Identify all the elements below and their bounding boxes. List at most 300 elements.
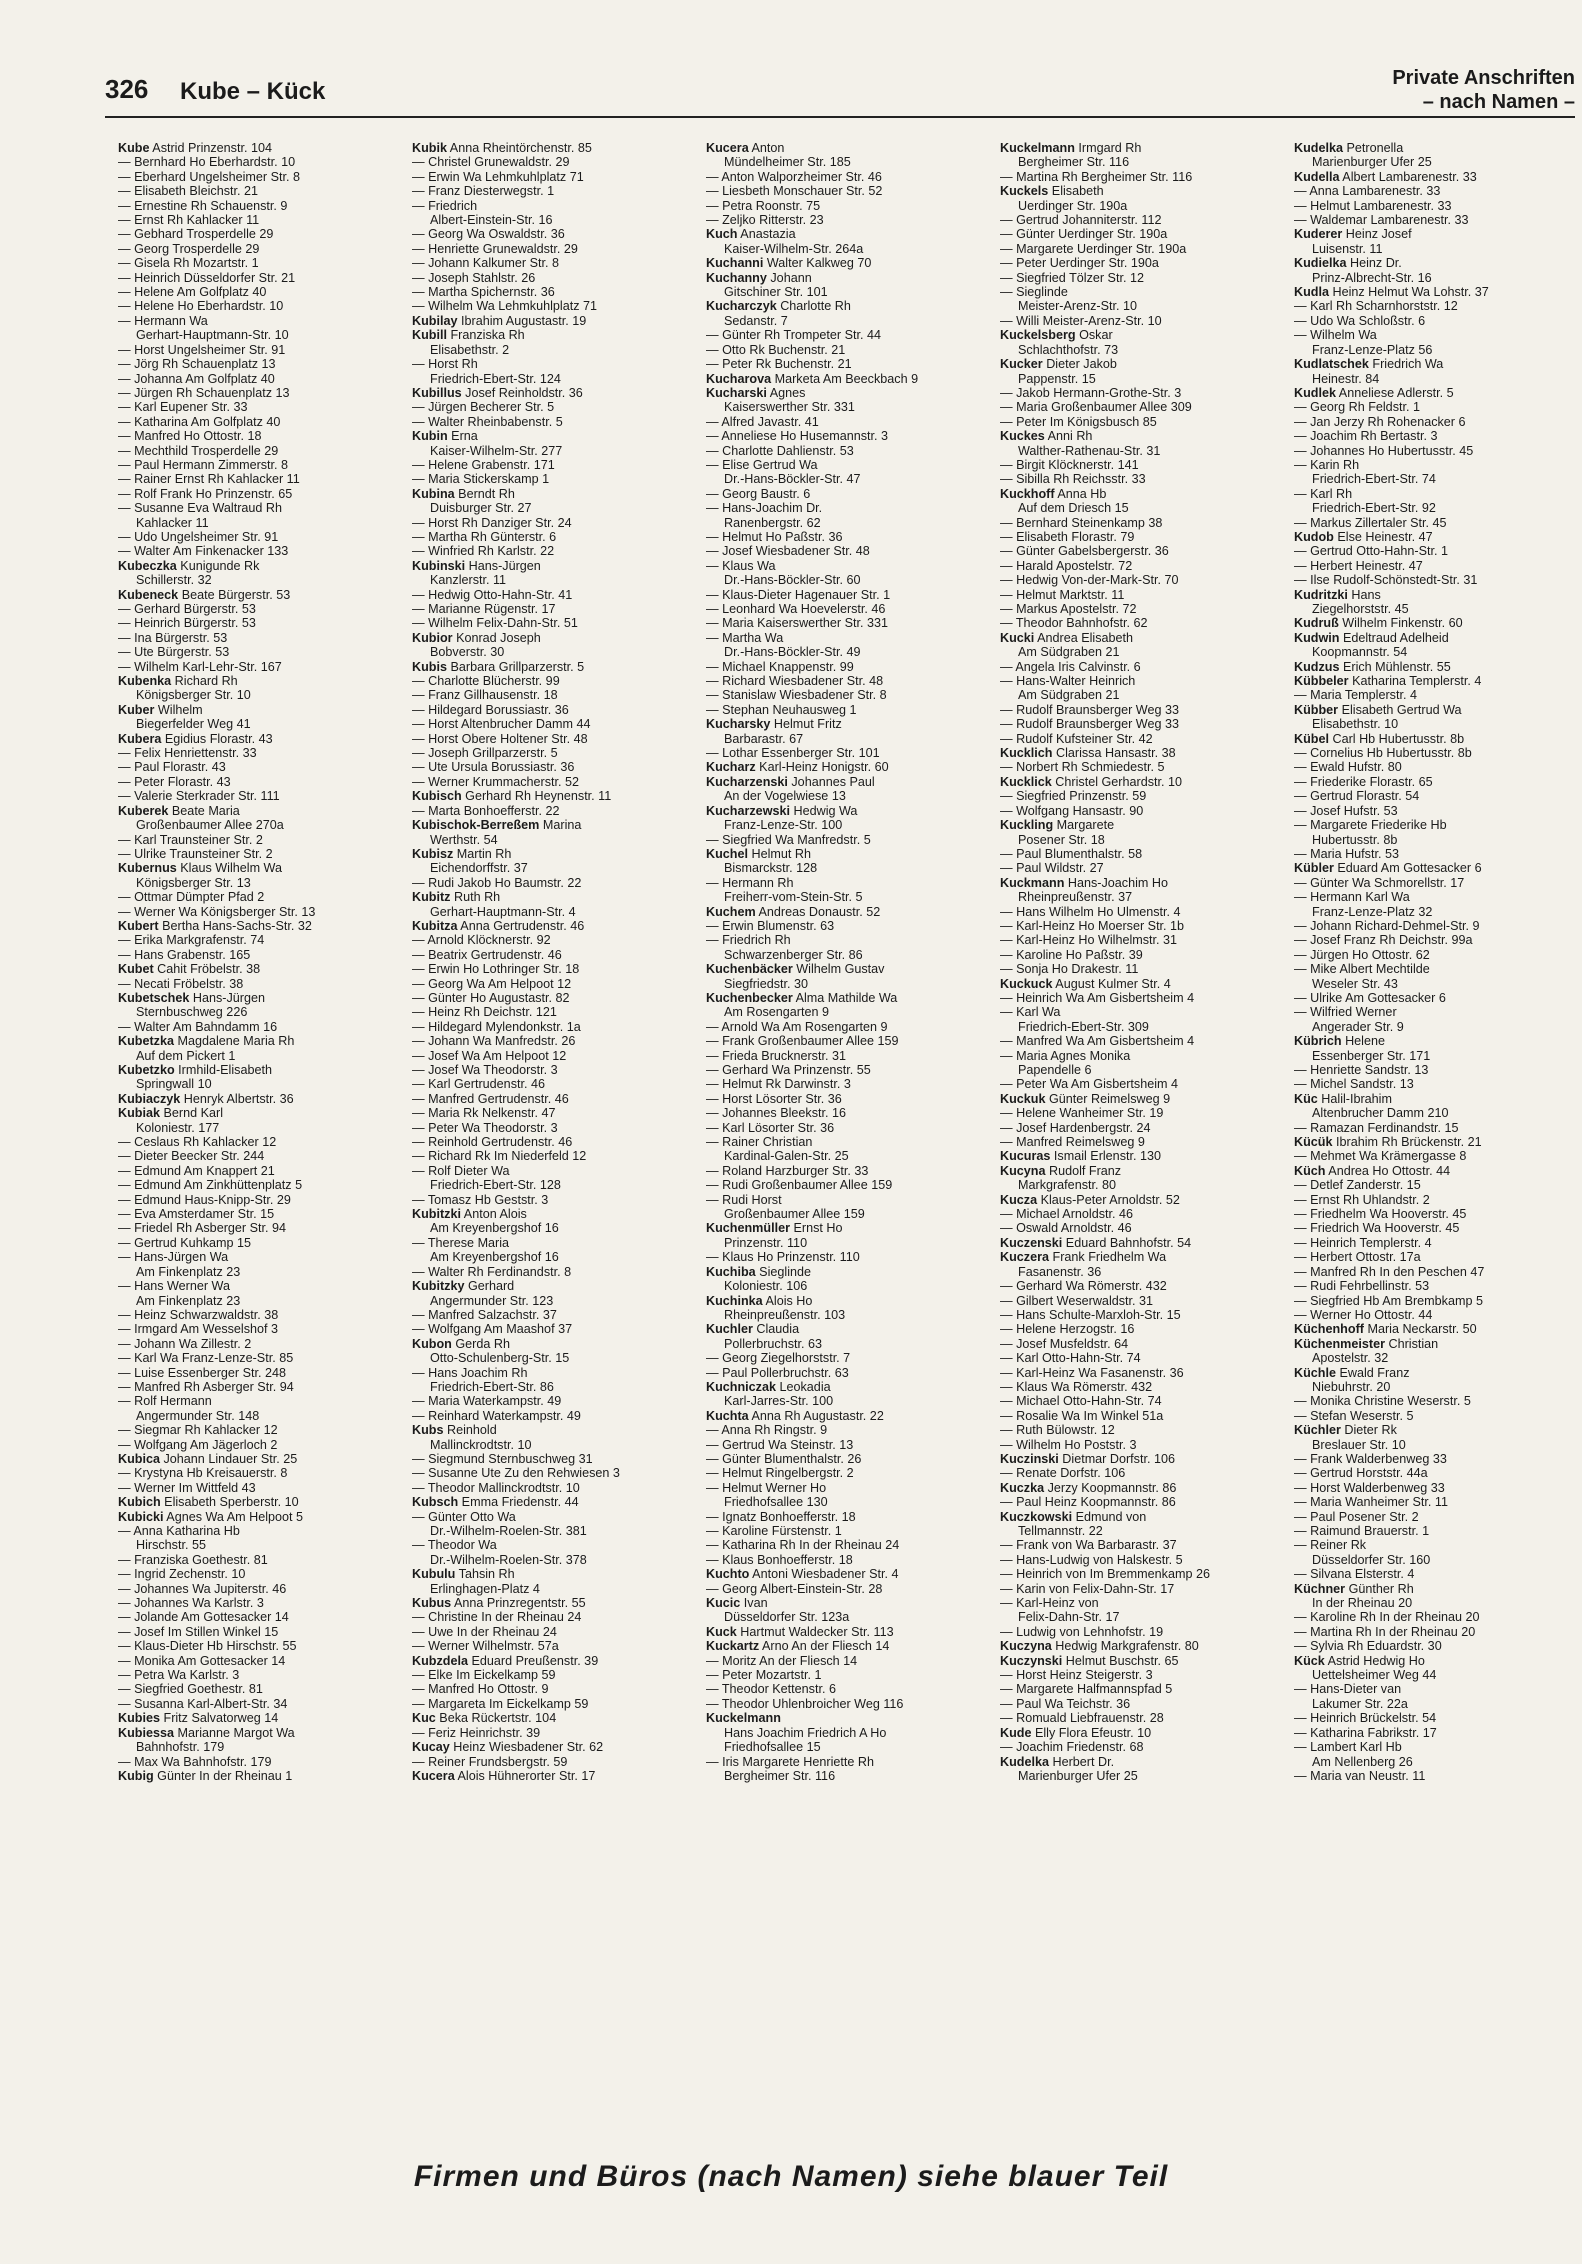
entry: — Waldemar Lambarenestr. 33 (1294, 213, 1469, 228)
surname: Kucyna (1000, 1163, 1046, 1178)
surname-entry: Kucza Klaus-Peter Arnoldstr. 52 (1000, 1192, 1180, 1207)
entry-continuation: Großenbaumer Allee 270a (136, 818, 284, 833)
surname-entry: Kuchenbäcker Wilhelm Gustav (706, 962, 885, 977)
surname-entry: Kubillus Josef Reinholdstr. 36 (412, 385, 583, 400)
surname-entry: Kubsch Emma Friedenstr. 44 (412, 1495, 579, 1510)
entry: — Jörg Rh Schauenplatz 13 (118, 357, 276, 372)
entry-continuation: Essenberger Str. 171 (1312, 1048, 1431, 1063)
entry-continuation: Düsseldorfer Str. 160 (1312, 1552, 1431, 1567)
entry: — Hans Joachim Rh (412, 1365, 528, 1380)
section-label-line2: – nach Namen – (1422, 91, 1575, 113)
entry: — Markus Apostelstr. 72 (1000, 602, 1137, 616)
entry: — Günter Wa Schmorellstr. 17 (1294, 875, 1465, 890)
entry: — Karl-Heinz von (1000, 1596, 1099, 1611)
entry: — Uwe In der Rheinau 24 (412, 1624, 557, 1639)
surname: Kubetschek (118, 990, 190, 1005)
surname-entry: Kudlatschek Friedrich Wa (1294, 357, 1444, 372)
entry: — Ulrike Am Gottesacker 6 (1294, 990, 1446, 1005)
entry: — Hedwig Von-der-Mark-Str. 70 (1000, 573, 1179, 588)
entry-continuation: Am Kreyenbergshof 16 (430, 1221, 559, 1236)
section-label-line1: Private Anschriften (1392, 67, 1575, 89)
entry-continuation: Siegfriedstr. 30 (724, 976, 809, 991)
entry: — Luise Essenberger Str. 248 (118, 1365, 287, 1380)
entry: — Horst Ungelsheimer Str. 91 (118, 342, 286, 357)
entry: — Joachim Friedenstr. 68 (1000, 1740, 1144, 1755)
surname-entry: Kucklich Clarissa Hansastr. 38 (1000, 746, 1176, 761)
surname-entry: Kubitz Ruth Rh (412, 890, 501, 905)
entry: — Eva Amsterdamer Str. 15 (118, 1207, 275, 1222)
surname-entry: Kubet Cahit Fröbelstr. 38 (118, 962, 261, 977)
entry: — Arnold Wa Am Rosengarten 9 (706, 1019, 888, 1034)
surname: Kubik (412, 141, 447, 155)
entry: — Hans Wilhelm Ho Ulmenstr. 4 (1000, 904, 1181, 919)
surname: Kubiaczyk (118, 1091, 181, 1106)
entry: — Necati Fröbelstr. 38 (118, 976, 244, 991)
entry: — Martha Wa (706, 630, 784, 645)
entry-continuation: Dr.-Wilhelm-Roelen-Str. 378 (430, 1552, 587, 1567)
surname-entry: Kuch Anastazia (706, 227, 796, 242)
surname-entry: Kucharsky Helmut Fritz (706, 717, 842, 732)
surname: Kubig (118, 1768, 154, 1783)
entry: — Martha Spichernstr. 36 (412, 285, 555, 300)
surname: Kübler (1294, 861, 1334, 876)
entry-continuation: Kardinal-Galen-Str. 25 (724, 1149, 849, 1164)
entry-continuation: Bobverstr. 30 (430, 645, 505, 660)
entry-continuation: Gerhart-Hauptmann-Str. 4 (430, 904, 576, 919)
entry-continuation: Meister-Arenz-Str. 10 (1018, 299, 1137, 314)
entry-continuation: Hans Joachim Friedrich A Ho (724, 1725, 887, 1740)
entry: — Georg Albert-Einstein-Str. 28 (706, 1581, 883, 1596)
entry: — Ludwig von Lehnhofstr. 19 (1000, 1624, 1164, 1639)
entry: — Helene Herzogstr. 16 (1000, 1322, 1135, 1337)
entry: — Wilhelm Karl-Lehr-Str. 167 (118, 659, 282, 674)
entry: — Peter Mozartstr. 1 (706, 1668, 822, 1683)
surname: Kuckels (1000, 184, 1049, 199)
surname: Kucklich (1000, 746, 1053, 761)
surname: Kudla (1294, 285, 1329, 300)
surname-entry: Küchenmeister Christian (1294, 1336, 1439, 1351)
entry: — Ottmar Dümpter Pfad 2 (118, 890, 265, 905)
entry: — Gisela Rh Mozartstr. 1 (118, 256, 259, 271)
entry: — Peter Wa Theodorstr. 3 (412, 1120, 558, 1135)
entry: — Gertrud Horststr. 44a (1294, 1466, 1428, 1481)
entry: — Klaus-Dieter Hagenauer Str. 1 (706, 587, 891, 602)
entry: — Petra Wa Karlstr. 3 (118, 1668, 240, 1683)
surname-entry: Kucyna Rudolf Franz (1000, 1163, 1122, 1178)
entry: — Heinrich Wa Am Gisbertsheim 4 (1000, 990, 1195, 1005)
entry: — Johannes Wa Karlstr. 3 (118, 1596, 264, 1611)
entry: — Therese Maria (412, 1235, 510, 1250)
surname: Kucker (1000, 357, 1043, 372)
entry-continuation: Dr.-Hans-Böckler-Str. 60 (724, 573, 861, 588)
entry: — Rosalie Wa Im Winkel 51a (1000, 1408, 1164, 1423)
entry: — Mike Albert Mechtilde (1294, 962, 1430, 977)
surname: Kuckelsberg (1000, 328, 1076, 343)
entry: — Jan Jerzy Rh Rohenacker 6 (1294, 414, 1466, 429)
entry: — Richard Rk Im Niederfeld 12 (412, 1149, 587, 1164)
entry-continuation: Sedanstr. 7 (724, 313, 788, 328)
entry: — Helmut Rk Darwinstr. 3 (706, 1077, 851, 1092)
entry: — Johannes Wa Jupiterstr. 46 (118, 1581, 287, 1596)
surname: Kubin (412, 429, 448, 444)
entry-continuation: Friedrich-Ebert-Str. 86 (430, 1379, 554, 1394)
entry: — Bernhard Steinenkamp 38 (1000, 515, 1163, 530)
entry-continuation: Duisburger Str. 27 (430, 501, 532, 516)
entry-continuation: Bergheimer Str. 116 (1018, 155, 1130, 170)
entry-continuation: Koopmannstr. 54 (1312, 645, 1408, 660)
surname-entry: Kubich Elisabeth Sperberstr. 10 (118, 1495, 299, 1510)
directory-columns (118, 141, 1570, 2126)
entry: — Sonja Ho Drakestr. 11 (1000, 962, 1139, 977)
surname: Kuczera (1000, 1250, 1049, 1265)
entry: — Martina Rh Bergheimer Str. 116 (1000, 169, 1193, 184)
surname: Kubera (118, 731, 162, 746)
entry: — Johann Wa Zillestr. 2 (118, 1336, 252, 1351)
entry: — Peter Im Königsbusch 85 (1000, 414, 1157, 429)
surname: Kubeczka (118, 558, 177, 573)
entry: — Ramazan Ferdinandstr. 15 (1294, 1120, 1459, 1135)
surname: Kubiak (118, 1106, 160, 1121)
column-2 (412, 141, 692, 2126)
entry: — Karl-Heinz Ho Wilhelmstr. 31 (1000, 933, 1178, 948)
surname-entry: Küc Halil-Ibrahim (1294, 1091, 1392, 1106)
entry-continuation: Am Kreyenbergshof 16 (430, 1250, 559, 1265)
surname-entry: Kubilay Ibrahim Augustastr. 19 (412, 313, 587, 328)
entry: — Wolfgang Am Maashof 37 (412, 1322, 573, 1337)
entry: — Charlotte Blücherstr. 99 (412, 674, 560, 689)
entry: — Josef Wa Theodorstr. 3 (412, 1063, 558, 1077)
surname: Kuczynski (1000, 1653, 1063, 1668)
entry-continuation: Kaiser-Wilhelm-Str. 277 (430, 443, 563, 458)
surname-entry: Kubill Franziska Rh (412, 328, 525, 343)
surname: Kudelka (1294, 141, 1343, 155)
entry: — Wilhelm Wa Lehmkuhlplatz 71 (412, 299, 598, 314)
surname: Kucharz (706, 760, 756, 775)
surname-entry: Kuckelmann Irmgard Rh (1000, 141, 1142, 155)
entry: — Rudi Großenbaumer Allee 159 (706, 1178, 893, 1193)
entry: — Willi Meister-Arenz-Str. 10 (1000, 313, 1162, 328)
surname-entry: Kübber Elisabeth Gertrud Wa (1294, 702, 1462, 717)
surname-entry: Kuchel Helmut Rh (706, 846, 811, 861)
surname-entry: Kübrich Helene (1294, 1034, 1385, 1049)
entry-continuation: Am Finkenplatz 23 (136, 1264, 241, 1279)
surname: Küchenmeister (1294, 1336, 1385, 1351)
entry: — Peter Rk Buchenstr. 21 (706, 357, 852, 372)
surname-entry: Kuczynski Helmut Buschstr. 65 (1000, 1653, 1179, 1668)
surname: Kubet (118, 962, 154, 977)
surname-entry: Kuckuk Günter Reimelsweg 9 (1000, 1091, 1171, 1106)
entry: — Rudolf Kufsteiner Str. 42 (1000, 731, 1153, 746)
entry: — Josef Franz Rh Deichstr. 99a (1294, 933, 1473, 948)
entry-continuation: Franz-Lenze-Str. 100 (724, 818, 843, 833)
surname-entry: Kubeczka Kunigunde Rk (118, 558, 260, 573)
entry: — Hans-Joachim Dr. (706, 501, 823, 516)
entry: — Hermann Karl Wa (1294, 890, 1410, 905)
entry: — Raimund Brauerstr. 1 (1294, 1524, 1430, 1538)
surname-entry: Kubitzky Gerhard (412, 1279, 515, 1294)
entry: — Reiner Rk (1294, 1538, 1367, 1553)
surname: Küchenhoff (1294, 1322, 1364, 1337)
entry: — Hans-Ludwig von Halskestr. 5 (1000, 1552, 1183, 1567)
entry: — Johann Kalkumer Str. 8 (412, 256, 559, 271)
entry-continuation: Sternbuschweg 226 (136, 1005, 248, 1020)
entry: — Josef Musfeldstr. 64 (1000, 1336, 1129, 1351)
surname: Kuczkowski (1000, 1509, 1073, 1524)
entry: — Herbert Heinestr. 47 (1294, 558, 1423, 573)
surname: Kubitza (412, 918, 458, 933)
entry: — Siegmund Sternbuschweg 31 (412, 1451, 593, 1466)
entry: — Josef Im Stillen Winkel 15 (118, 1624, 279, 1639)
surname: Kubenka (118, 674, 172, 689)
entry: — Walter Am Finkenacker 133 (118, 544, 289, 559)
entry: — Horst Rh Danziger Str. 24 (412, 515, 572, 530)
entry-continuation: Karl-Jarres-Str. 100 (724, 1394, 834, 1409)
surname-entry: Kubicki Agnes Wa Am Helpoot 5 (118, 1509, 304, 1524)
entry: — Peter Wa Am Gisbertsheim 4 (1000, 1077, 1178, 1092)
surname-entry: Kudelka Herbert Dr. (1000, 1754, 1115, 1769)
surname-entry: Kuczera Frank Friedhelm Wa (1000, 1250, 1167, 1265)
surname-entry: Kuck Hartmut Waldecker Str. 113 (706, 1624, 894, 1639)
entry: — Manfred Ho Ottostr. 9 (412, 1682, 549, 1697)
entry: — Elise Gertrud Wa (706, 457, 818, 472)
surname-entry: Kübler Eduard Am Gottesacker 6 (1294, 861, 1482, 876)
entry: — Georg Wa Oswaldstr. 36 (412, 227, 565, 242)
entry-continuation: Koloniestr. 177 (136, 1120, 220, 1135)
entry-continuation: Niebuhrstr. 20 (1312, 1379, 1391, 1394)
entry-continuation: Dr.-Wilhelm-Roelen-Str. 381 (430, 1524, 587, 1538)
entry: — Manfred Wa Am Gisbertsheim 4 (1000, 1034, 1195, 1049)
entry: — Siegmar Rh Kahlacker 12 (118, 1423, 278, 1438)
entry: — Theodor Kettenstr. 6 (706, 1682, 836, 1697)
surname-entry: Kucklick Christel Gerhardstr. 10 (1000, 774, 1182, 789)
surname: Kubulu (412, 1567, 456, 1582)
surname-entry: Kubiessa Marianne Margot Wa (118, 1725, 295, 1740)
surname: Kuckling (1000, 818, 1054, 833)
surname: Kuck (706, 1624, 737, 1639)
entry: — Zeljko Ritterstr. 23 (706, 213, 824, 228)
entry: — Rudolf Braunsberger Weg 33 (1000, 702, 1179, 717)
entry-continuation: Am Nellenberg 26 (1312, 1754, 1413, 1769)
entry: — Erwin Ho Lothringer Str. 18 (412, 962, 580, 977)
entry-continuation: Schwarzenberger Str. 86 (724, 947, 863, 962)
entry: — Helmut Lambarenestr. 33 (1294, 198, 1452, 213)
surname: Kuchniczak (706, 1379, 776, 1394)
surname-entry: Kudwin Edeltraud Adelheid (1294, 630, 1449, 645)
entry: — Siegfried Goethestr. 81 (118, 1682, 263, 1697)
surname: Kubior (412, 630, 453, 645)
surname-entry: Küchner Günther Rh (1294, 1581, 1414, 1596)
entry: — Frank Walderbenweg 33 (1294, 1451, 1447, 1466)
entry: — Klaus-Dieter Hb Hirschstr. 55 (118, 1639, 297, 1654)
entry: — Susanne Ute Zu den Rehwiesen 3 (412, 1466, 620, 1481)
entry: — Wolfgang Hansastr. 90 (1000, 803, 1144, 818)
surname: Kubus (412, 1596, 452, 1611)
surname-entry: Kuchenbecker Alma Mathilde Wa (706, 990, 898, 1005)
entry-continuation: Bahnhofstr. 179 (136, 1740, 225, 1755)
entry-continuation: Am Südgraben 21 (1018, 645, 1120, 660)
entry: — Stanislaw Wiesbadener Str. 8 (706, 688, 887, 703)
surname: Kuckartz (706, 1639, 760, 1654)
entry-continuation: Am Rosengarten 9 (724, 1005, 830, 1020)
entry: — Karoline Ho Paßstr. 39 (1000, 947, 1143, 962)
surname-entry: Kübel Carl Hb Hubertusstr. 8b (1294, 731, 1465, 746)
surname-entry: Kuchinka Alois Ho (706, 1293, 813, 1308)
entry: — Rudolf Braunsberger Weg 33 (1000, 717, 1179, 732)
surname-entry: Kuczinski Dietmar Dorfstr. 106 (1000, 1451, 1175, 1466)
surname-entry: Küch Andrea Ho Ottostr. 44 (1294, 1163, 1451, 1178)
entry: — Siegfried Hb Am Brembkamp 5 (1294, 1293, 1483, 1308)
surname-entry: Kuckartz Arno An der Fliesch 14 (706, 1639, 890, 1654)
surname: Küchner (1294, 1581, 1346, 1596)
entry-continuation: Marienburger Ufer 25 (1018, 1768, 1138, 1783)
entry: — Krystyna Hb Kreisauerstr. 8 (118, 1466, 288, 1481)
entry: — Hildegard Mylendonkstr. 1a (412, 1019, 581, 1034)
surname: Kucera (706, 141, 749, 155)
entry: — Heinrich Bürgerstr. 53 (118, 616, 256, 631)
entry-continuation: Papendelle 6 (1018, 1063, 1092, 1077)
surname: Kubitzki (412, 1207, 461, 1222)
surname: Kuch (706, 227, 738, 242)
entry-continuation: Kanzlerstr. 11 (430, 573, 507, 588)
surname-entry: Kudob Else Heinestr. 47 (1294, 529, 1433, 544)
entry: — Gerhard Wa Prinzenstr. 55 (706, 1063, 871, 1077)
entry: — Paul Heinz Koopmannstr. 86 (1000, 1495, 1176, 1510)
surname-entry: Kucharski Agnes (706, 385, 806, 400)
surname: Kuckmann (1000, 875, 1065, 890)
entry: — Rudi Jakob Ho Baumstr. 22 (412, 875, 582, 890)
entry: — Jürgen Becherer Str. 5 (412, 400, 555, 415)
entry: — Cornelius Hb Hubertusstr. 8b (1294, 746, 1472, 761)
entry: — Ernst Rh Uhlandstr. 2 (1294, 1192, 1430, 1207)
entry-continuation: Breslauer Str. 10 (1312, 1437, 1406, 1452)
entry: — Friedrich Rh (706, 933, 791, 948)
entry: — Klaus Ho Prinzenstr. 110 (706, 1250, 860, 1265)
entry: — Elisabeth Florastr. 79 (1000, 529, 1135, 544)
surname: Kudella (1294, 169, 1340, 184)
entry: — Wilhelm Wa (1294, 328, 1377, 343)
entry: — Werner Krummacherstr. 52 (412, 774, 580, 789)
entry-continuation: Kaiserswerther Str. 331 (724, 400, 855, 415)
surname-entry: Kude Elly Flora Efeustr. 10 (1000, 1725, 1152, 1740)
surname-entry: Kuckmann Hans-Joachim Ho (1000, 875, 1168, 890)
entry: — Theodor Mallinckrodtstr. 10 (412, 1480, 580, 1495)
entry: — Manfred Rh In den Peschen 47 (1294, 1264, 1485, 1279)
surname: Kuc (412, 1711, 436, 1726)
entry: — Maria Waterkampstr. 49 (412, 1394, 562, 1409)
surname: Kubischok-Berreßem (412, 818, 540, 833)
entry: — Ignatz Bonhoefferstr. 18 (706, 1509, 856, 1524)
surname-entry: Kubulu Tahsin Rh (412, 1567, 515, 1582)
surname: Kuckes (1000, 429, 1045, 444)
entry: — Valerie Sterkrader Str. 111 (118, 789, 280, 804)
surname: Kuchanny (706, 270, 767, 285)
surname-entry: Kucharz Karl-Heinz Honigstr. 60 (706, 760, 889, 775)
entry: — Friedrich Wa Hooverstr. 45 (1294, 1221, 1460, 1236)
entry: — Karl Wa (1000, 1005, 1061, 1020)
surname-entry: Kübbeler Katharina Templerstr. 4 (1294, 674, 1482, 689)
entry: — Hermann Rh (706, 875, 794, 890)
entry: — Edmund Haus-Knipp-Str. 29 (118, 1192, 291, 1207)
entry: — Mechthild Trosperdelle 29 (118, 443, 279, 458)
entry: — Anna Katharina Hb (118, 1524, 240, 1538)
entry: — Theodor Wa (412, 1538, 497, 1553)
entry: — Hedwig Otto-Hahn-Str. 41 (412, 587, 573, 602)
entry: — Gertrud Wa Steinstr. 13 (706, 1437, 854, 1452)
page-number: 326 (105, 74, 149, 104)
entry-continuation: Königsberger Str. 13 (136, 875, 251, 890)
surname-entry: Kubs Reinhold (412, 1423, 497, 1438)
entry-continuation: Großenbaumer Allee 159 (724, 1207, 865, 1222)
entry: — Frank Großenbaumer Allee 159 (706, 1034, 899, 1049)
surname-entry: Kucera Anton (706, 141, 785, 155)
surname: Kuchenmüller (706, 1221, 790, 1236)
entry: — Manfred Ho Ottostr. 18 (118, 429, 262, 444)
entry: — Michel Sandstr. 13 (1294, 1077, 1414, 1092)
entry: — Erwin Blumenstr. 63 (706, 918, 835, 933)
entry: — Ingrid Zechenstr. 10 (118, 1567, 246, 1582)
entry-continuation: Kaiser-Wilhelm-Str. 264a (724, 241, 864, 256)
surname-entry: Kück Astrid Hedwig Ho (1294, 1653, 1425, 1668)
surname: Kudzus (1294, 659, 1340, 674)
entry: — Siegfried Wa Manfredstr. 5 (706, 832, 871, 847)
entry-continuation: Gerhart-Hauptmann-Str. 10 (136, 328, 289, 343)
surname-entry: Kuchto Antoni Wiesbadener Str. 4 (706, 1567, 899, 1582)
entry: — Reiner Frundsbergstr. 59 (412, 1754, 568, 1769)
entry-continuation: Gitschiner Str. 101 (724, 285, 828, 300)
entry: — Eberhard Ungelsheimer Str. 8 (118, 169, 300, 184)
surname: Kubinski (412, 558, 466, 573)
entry: — Horst Obere Holtener Str. 48 (412, 731, 588, 746)
entry: — Ute Bürgerstr. 53 (118, 645, 230, 660)
entry-continuation: Albert-Einstein-Str. 16 (430, 213, 553, 228)
entry: — Georg Ziegelhorststr. 7 (706, 1351, 851, 1366)
surname-entry: Kucharzenski Johannes Paul (706, 774, 875, 789)
entry: — Karl Wa Franz-Lenze-Str. 85 (118, 1351, 294, 1366)
surname-entry: Kubica Johann Lindauer Str. 25 (118, 1451, 298, 1466)
entry: — Frieda Brucknerstr. 31 (706, 1048, 846, 1063)
entry-continuation: Rheinpreußenstr. 103 (724, 1307, 846, 1322)
surname: Kuckhoff (1000, 486, 1055, 501)
surname: Kuchem (706, 904, 756, 919)
surname-entry: Kubinski Hans-Jürgen (412, 558, 541, 573)
entry: — Jakob Hermann-Grothe-Str. 3 (1000, 385, 1182, 400)
surname: Kübbeler (1294, 674, 1349, 689)
entry: — Margareta Im Eickelkamp 59 (412, 1696, 589, 1711)
entry: — Maria Großenbaumer Allee 309 (1000, 400, 1192, 415)
entry-continuation: Barbarastr. 67 (724, 731, 804, 746)
surname-entry: Küchle Ewald Franz (1294, 1365, 1410, 1380)
surname-entry: Kuchta Anna Rh Augustastr. 22 (706, 1408, 884, 1423)
entry: — Georg Trosperdelle 29 (118, 241, 260, 256)
entry: — Maria Agnes Monika (1000, 1048, 1131, 1063)
surname-entry: Kuberek Beate Maria (118, 803, 240, 818)
entry: — Gertrud Florastr. 54 (1294, 789, 1420, 804)
surname: Kuczka (1000, 1480, 1045, 1495)
entry-continuation: Elisabethstr. 2 (430, 342, 510, 357)
entry-continuation: Prinz-Albrecht-Str. 16 (1312, 270, 1432, 285)
entry: — Horst Altenbrucher Damm 44 (412, 717, 591, 732)
entry: — Helene Grabenstr. 171 (412, 457, 555, 472)
entry: — Jürgen Rh Schauenplatz 13 (118, 385, 290, 400)
entry-continuation: Prinzenstr. 110 (724, 1235, 808, 1250)
entry: — Helene Am Golfplatz 40 (118, 285, 267, 300)
entry: — Heinz Schwarzwaldstr. 38 (118, 1307, 279, 1322)
entry: — Friedel Rh Asberger Str. 94 (118, 1221, 286, 1236)
surname: Kucklick (1000, 774, 1052, 789)
entry: — Rudi Fehrbellinstr. 53 (1294, 1279, 1430, 1294)
surname: Kubitzky (412, 1279, 465, 1294)
entry: — Karl Rh (1294, 486, 1353, 501)
